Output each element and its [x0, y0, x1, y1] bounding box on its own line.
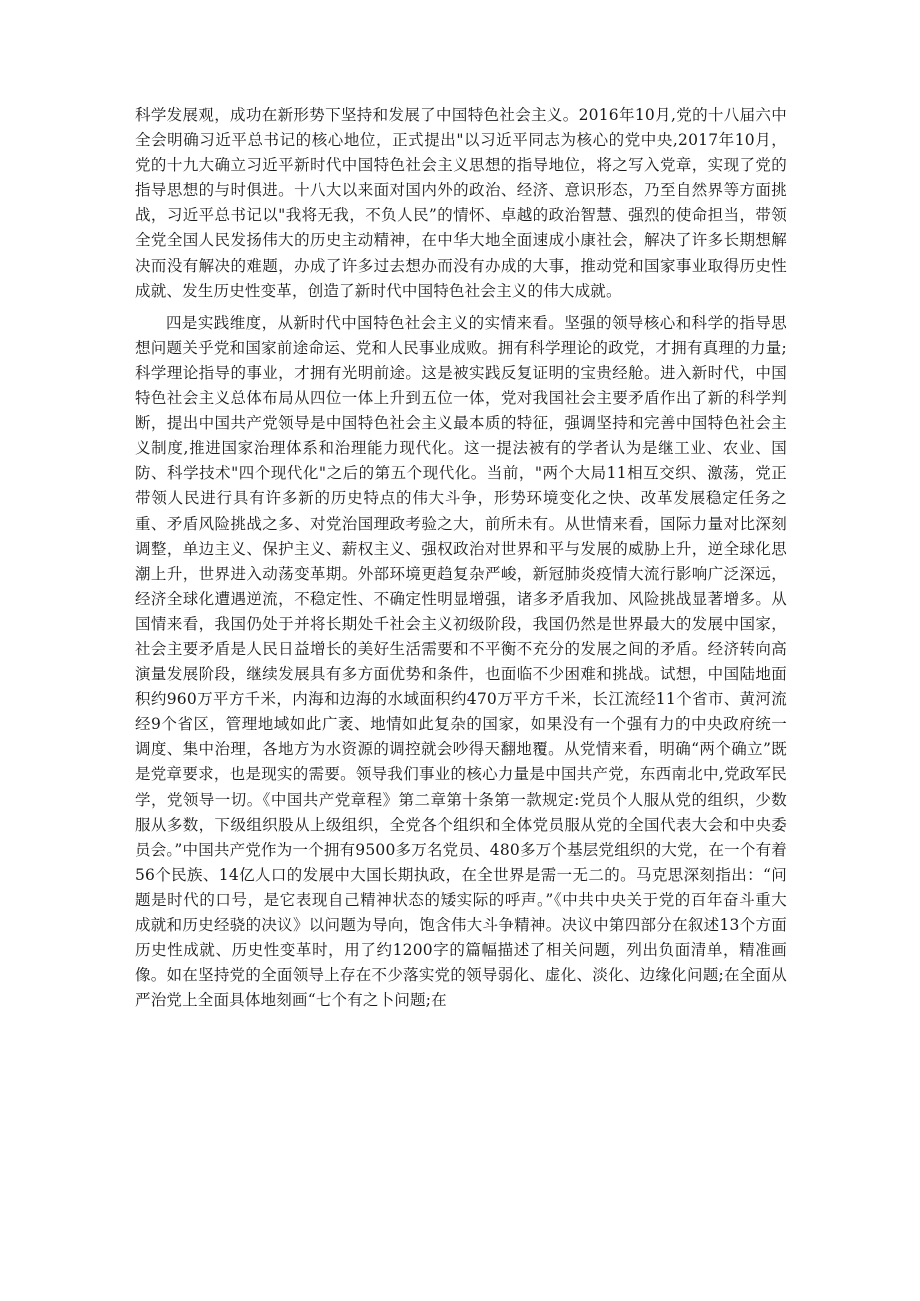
document-body [135, 103, 787, 1020]
paragraph-2: 四是实践维度，从新时代中国特色社会主义的实情来看。坚强的领导核心和科学的指导思想问题关乎党和国家前途命运、党和人民事业成败。拥有科学理论的政党，才拥有真理的力量;科学理论指导的事业，才拥有光明前途。这是被实践反复证明的宝贵经舱。进入新时代，中国特色社会主义总体布局从四位一体上升到五位一体，党对我国社会主要矛盾作出了新的科学判断，提出中国共产党领导是中国特色社会主义最本质的特征，强调坚持和完善中国特色社会主义制度,推进国家治理体系和治理能力现代化。这一提法被有的学者认为是继工业、农业、国防、科学技术"四个现代化"之后的第五个现代化。当前，"两个大局11相互交织、激荡，党正带领人民进行具有许多新的历史特点的伟大斗争，形势环境变化之快、改革发展稳定任务之重、矛盾风险挑战之多、对党治国理政考验之大，前所未有。从世情来看，国际力量对比深刻调整，单边主义、保护主义、薪权主义、强权政治对世界和平与发展的威胁上升，逆全球化思潮上升，世界进入动荡变革期。外部环境更趋复杂严峻，新冠肺炎疫情大流行影响广泛深远，经济全球化遭遇逆流，不稳定性、不确定性明显增强，诸多矛盾我加、风险挑战显著增多。从国情来看，我国仍处于并将长期处千社会主义初级阶段，我国仍然是世界最大的发展中国家，社会主要矛盾是人民日益增长的美好生活需要和不平衡不充分的发展之间的矛盾。经济转向高演量发展阶段，继续发展具有多方面优势和条件，也面临不少困难和挑战。试想，中国陆地面积约960万平方千米，内海和边海的水域面积约470万平方千米，长江流经11个省市、黄河流经9个省区，管理地域如此广袤、地情如此复杂的国家，如果没有一个强有力的中央政府统一调度、集中治理，各地方为水资源的调控就会吵得天翻地覆。从党情来看，明确“两个确立”既是党章要求，也是现实的需要。领导我们事业的核心力量是中国共产党，东西南北中,党政军民学，党领导一切。《中国共产党章程》第二章第十条第一款规定:党员个人服从党的组织，少数服从多数，下级组织股从上级组织，全党各个组织和全体党员服从党的全国代表大会和中央委员会。”中国共产党作为一个拥有9500多万名党员、480多万个基层党组织的大党，在一个有着56个民族、14亿人口的发展中大国长期执政，在全世界是需一无二的。马克思深刻指出：“问题是时代的口号，是它表现自己精神状态的矮实际的呼声。”《中共中央关于党的百年奋斗重大成就和历史经骁的决议》以问题为导向，饱含伟大斗争精神。决议中第四部分在叙述13个方面历史性成就、历史性变革时，用了约1200字的篇幅描述了相关问题，列出负面清单，精准画像。如在坚持党的全面领导上存在不少落实党的领导弱化、虚化、淡化、边缘化问题;在全面从严治党上全面具体地刻画“七个有之卜问题;在 [135, 313, 787, 1010]
paragraph-1: 科学发展观，成功在新形势下坚持和发展了中国特色社会主义。2016年10月,党的十八届六中全会明确习近平总书记的核心地位，正式提出"以习近平同志为核心的党中央,2017年10月，党的十九大确立习近平新时代中国特色社会主义思想的指导地位，将之写入党章，实现了党的指导思想的与时俱进。十八大以来面对国内外的政治、经济、意识形态，乃至自然界等方面挑战，习近平总书记以"我将无我，不负人民”的情怀、卓越的政治智慧、强烈的使命担当，带领全党全国人民发扬伟大的历史主动精神，在中华大地全面速成小康社会，解决了许多长期想解决而没有解决的难题，办成了许多过去想办而没有办成的大事，推动党和国家事业取得历史性成就、发生历史性变革，创造了新时代中国特色社会主义的伟大成就。 [135, 106, 787, 300]
